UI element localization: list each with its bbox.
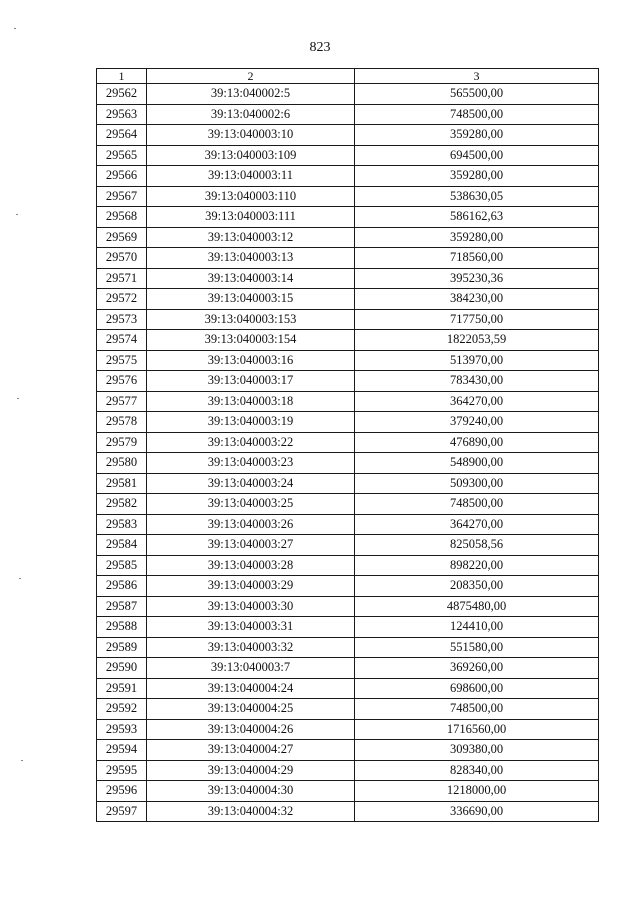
table-row	[97, 166, 599, 187]
row-number-cell: 29589	[97, 637, 147, 658]
row-number-cell: 29588	[97, 617, 147, 638]
cadastral-value-cell: 748500,00	[355, 104, 599, 125]
table-row	[97, 555, 599, 576]
table-row	[97, 781, 599, 802]
table-row	[97, 473, 599, 494]
cadastral-value-cell: 124410,00	[355, 617, 599, 638]
cadastral-value-cell: 748500,00	[355, 699, 599, 720]
cadastral-number-cell: 39:13:040003:18	[147, 391, 355, 412]
row-number-cell: 29568	[97, 207, 147, 228]
cadastral-number-cell: 39:13:040004:25	[147, 699, 355, 720]
row-number-cell: 29574	[97, 330, 147, 351]
table-row	[97, 207, 599, 228]
row-number-cell: 29584	[97, 535, 147, 556]
cadastral-number-cell: 39:13:040003:16	[147, 350, 355, 371]
row-number-cell: 29581	[97, 473, 147, 494]
cadastral-number-cell: 39:13:040003:7	[147, 658, 355, 679]
table-row	[97, 412, 599, 433]
cadastral-value-cell: 694500,00	[355, 145, 599, 166]
cadastral-value-cell: 718560,00	[355, 248, 599, 269]
row-number-cell: 29577	[97, 391, 147, 412]
column-header-3: 3	[355, 69, 599, 84]
header-row	[97, 69, 599, 84]
cadastral-number-cell: 39:13:040003:12	[147, 227, 355, 248]
row-number-cell: 29594	[97, 740, 147, 761]
row-number-cell: 29593	[97, 719, 147, 740]
table-row	[97, 432, 599, 453]
row-number-cell: 29575	[97, 350, 147, 371]
cadastral-value-cell: 379240,00	[355, 412, 599, 433]
cadastral-value-cell: 565500,00	[355, 84, 599, 105]
table-row	[97, 658, 599, 679]
cadastral-value-cell: 369260,00	[355, 658, 599, 679]
cadastral-number-cell: 39:13:040003:10	[147, 125, 355, 146]
cadastral-number-cell: 39:13:040004:29	[147, 760, 355, 781]
row-number-cell: 29586	[97, 576, 147, 597]
scan-speck	[17, 398, 19, 399]
table-row	[97, 268, 599, 289]
table-row	[97, 699, 599, 720]
cadastral-number-cell: 39:13:040003:29	[147, 576, 355, 597]
cadastral-value-cell: 1716560,00	[355, 719, 599, 740]
cadastral-number-cell: 39:13:040004:27	[147, 740, 355, 761]
cadastral-value-cell: 336690,00	[355, 801, 599, 822]
table-row	[97, 330, 599, 351]
cadastral-number-cell: 39:13:040003:23	[147, 453, 355, 474]
table-row	[97, 494, 599, 515]
table-row	[97, 186, 599, 207]
scan-speck	[14, 28, 16, 29]
row-number-cell: 29590	[97, 658, 147, 679]
cadastral-number-cell: 39:13:040002:5	[147, 84, 355, 105]
cadastral-value-cell: 513970,00	[355, 350, 599, 371]
row-number-cell: 29565	[97, 145, 147, 166]
cadastral-number-cell: 39:13:040002:6	[147, 104, 355, 125]
cadastral-number-cell: 39:13:040003:26	[147, 514, 355, 535]
cadastral-number-cell: 39:13:040004:26	[147, 719, 355, 740]
table-row	[97, 371, 599, 392]
cadastral-value-cell: 208350,00	[355, 576, 599, 597]
cadastral-value-cell: 538630,05	[355, 186, 599, 207]
table-row	[97, 227, 599, 248]
table-row	[97, 145, 599, 166]
cadastral-value-cell: 828340,00	[355, 760, 599, 781]
cadastral-value-cell: 748500,00	[355, 494, 599, 515]
cadastral-number-cell: 39:13:040004:30	[147, 781, 355, 802]
cadastral-number-cell: 39:13:040003:32	[147, 637, 355, 658]
table-row	[97, 719, 599, 740]
row-number-cell: 29585	[97, 555, 147, 576]
row-number-cell: 29570	[97, 248, 147, 269]
table-row	[97, 678, 599, 699]
row-number-cell: 29582	[97, 494, 147, 515]
column-header-2: 2	[147, 69, 355, 84]
cadastral-number-cell: 39:13:040003:154	[147, 330, 355, 351]
cadastral-value-cell: 4875480,00	[355, 596, 599, 617]
cadastral-value-table	[96, 68, 599, 822]
table-row	[97, 760, 599, 781]
cadastral-value-cell: 364270,00	[355, 391, 599, 412]
cadastral-number-cell: 39:13:040003:13	[147, 248, 355, 269]
table-row	[97, 84, 599, 105]
scan-speck	[21, 760, 23, 761]
cadastral-number-cell: 39:13:040003:111	[147, 207, 355, 228]
table-row	[97, 125, 599, 146]
cadastral-number-cell: 39:13:040003:15	[147, 289, 355, 310]
cadastral-value-cell: 825058,56	[355, 535, 599, 556]
table-row	[97, 637, 599, 658]
cadastral-value-cell: 359280,00	[355, 166, 599, 187]
row-number-cell: 29597	[97, 801, 147, 822]
cadastral-value-cell: 717750,00	[355, 309, 599, 330]
cadastral-number-cell: 39:13:040003:31	[147, 617, 355, 638]
row-number-cell: 29563	[97, 104, 147, 125]
row-number-cell: 29573	[97, 309, 147, 330]
row-number-cell: 29579	[97, 432, 147, 453]
cadastral-value-cell: 364270,00	[355, 514, 599, 535]
cadastral-number-cell: 39:13:040003:27	[147, 535, 355, 556]
row-number-cell: 29591	[97, 678, 147, 699]
row-number-cell: 29592	[97, 699, 147, 720]
cadastral-value-cell: 698600,00	[355, 678, 599, 699]
cadastral-number-cell: 39:13:040003:14	[147, 268, 355, 289]
cadastral-number-cell: 39:13:040003:22	[147, 432, 355, 453]
table-row	[97, 535, 599, 556]
cadastral-number-cell: 39:13:040003:28	[147, 555, 355, 576]
row-number-cell: 29578	[97, 412, 147, 433]
row-number-cell: 29595	[97, 760, 147, 781]
cadastral-number-cell: 39:13:040003:153	[147, 309, 355, 330]
table-row	[97, 514, 599, 535]
cadastral-number-cell: 39:13:040003:17	[147, 371, 355, 392]
scan-speck	[19, 578, 21, 579]
table-row	[97, 617, 599, 638]
cadastral-value-cell: 509300,00	[355, 473, 599, 494]
cadastral-value-cell: 551580,00	[355, 637, 599, 658]
table-row	[97, 350, 599, 371]
row-number-cell: 29596	[97, 781, 147, 802]
cadastral-number-cell: 39:13:040003:24	[147, 473, 355, 494]
scan-speck	[16, 214, 18, 215]
cadastral-value-cell: 384230,00	[355, 289, 599, 310]
cadastral-value-cell: 359280,00	[355, 227, 599, 248]
table-row	[97, 104, 599, 125]
row-number-cell: 29572	[97, 289, 147, 310]
table-body	[97, 84, 599, 822]
cadastral-number-cell: 39:13:040003:110	[147, 186, 355, 207]
table-row	[97, 453, 599, 474]
page-number: 823	[309, 40, 331, 55]
table-row	[97, 740, 599, 761]
cadastral-value-cell: 783430,00	[355, 371, 599, 392]
table-row	[97, 596, 599, 617]
cadastral-value-cell: 898220,00	[355, 555, 599, 576]
row-number-cell: 29583	[97, 514, 147, 535]
row-number-cell: 29580	[97, 453, 147, 474]
cadastral-value-cell: 476890,00	[355, 432, 599, 453]
table-row	[97, 391, 599, 412]
cadastral-number-cell: 39:13:040003:30	[147, 596, 355, 617]
table-header	[97, 69, 599, 84]
cadastral-number-cell: 39:13:040004:32	[147, 801, 355, 822]
cadastral-value-cell: 359280,00	[355, 125, 599, 146]
table-row	[97, 289, 599, 310]
row-number-cell: 29576	[97, 371, 147, 392]
cadastral-value-cell: 309380,00	[355, 740, 599, 761]
cadastral-value-cell: 1822053,59	[355, 330, 599, 351]
cadastral-value-cell: 548900,00	[355, 453, 599, 474]
table-row	[97, 801, 599, 822]
table-row	[97, 576, 599, 597]
row-number-cell: 29566	[97, 166, 147, 187]
table-row	[97, 309, 599, 330]
cadastral-value-cell: 1218000,00	[355, 781, 599, 802]
cadastral-number-cell: 39:13:040003:109	[147, 145, 355, 166]
cadastral-value-cell: 395230,36	[355, 268, 599, 289]
row-number-cell: 29564	[97, 125, 147, 146]
row-number-cell: 29567	[97, 186, 147, 207]
row-number-cell: 29569	[97, 227, 147, 248]
table-row	[97, 248, 599, 269]
row-number-cell: 29562	[97, 84, 147, 105]
cadastral-number-cell: 39:13:040004:24	[147, 678, 355, 699]
cadastral-number-cell: 39:13:040003:11	[147, 166, 355, 187]
row-number-cell: 29571	[97, 268, 147, 289]
cadastral-number-cell: 39:13:040003:19	[147, 412, 355, 433]
cadastral-number-cell: 39:13:040003:25	[147, 494, 355, 515]
cadastral-value-cell: 586162,63	[355, 207, 599, 228]
row-number-cell: 29587	[97, 596, 147, 617]
column-header-1: 1	[97, 69, 147, 84]
